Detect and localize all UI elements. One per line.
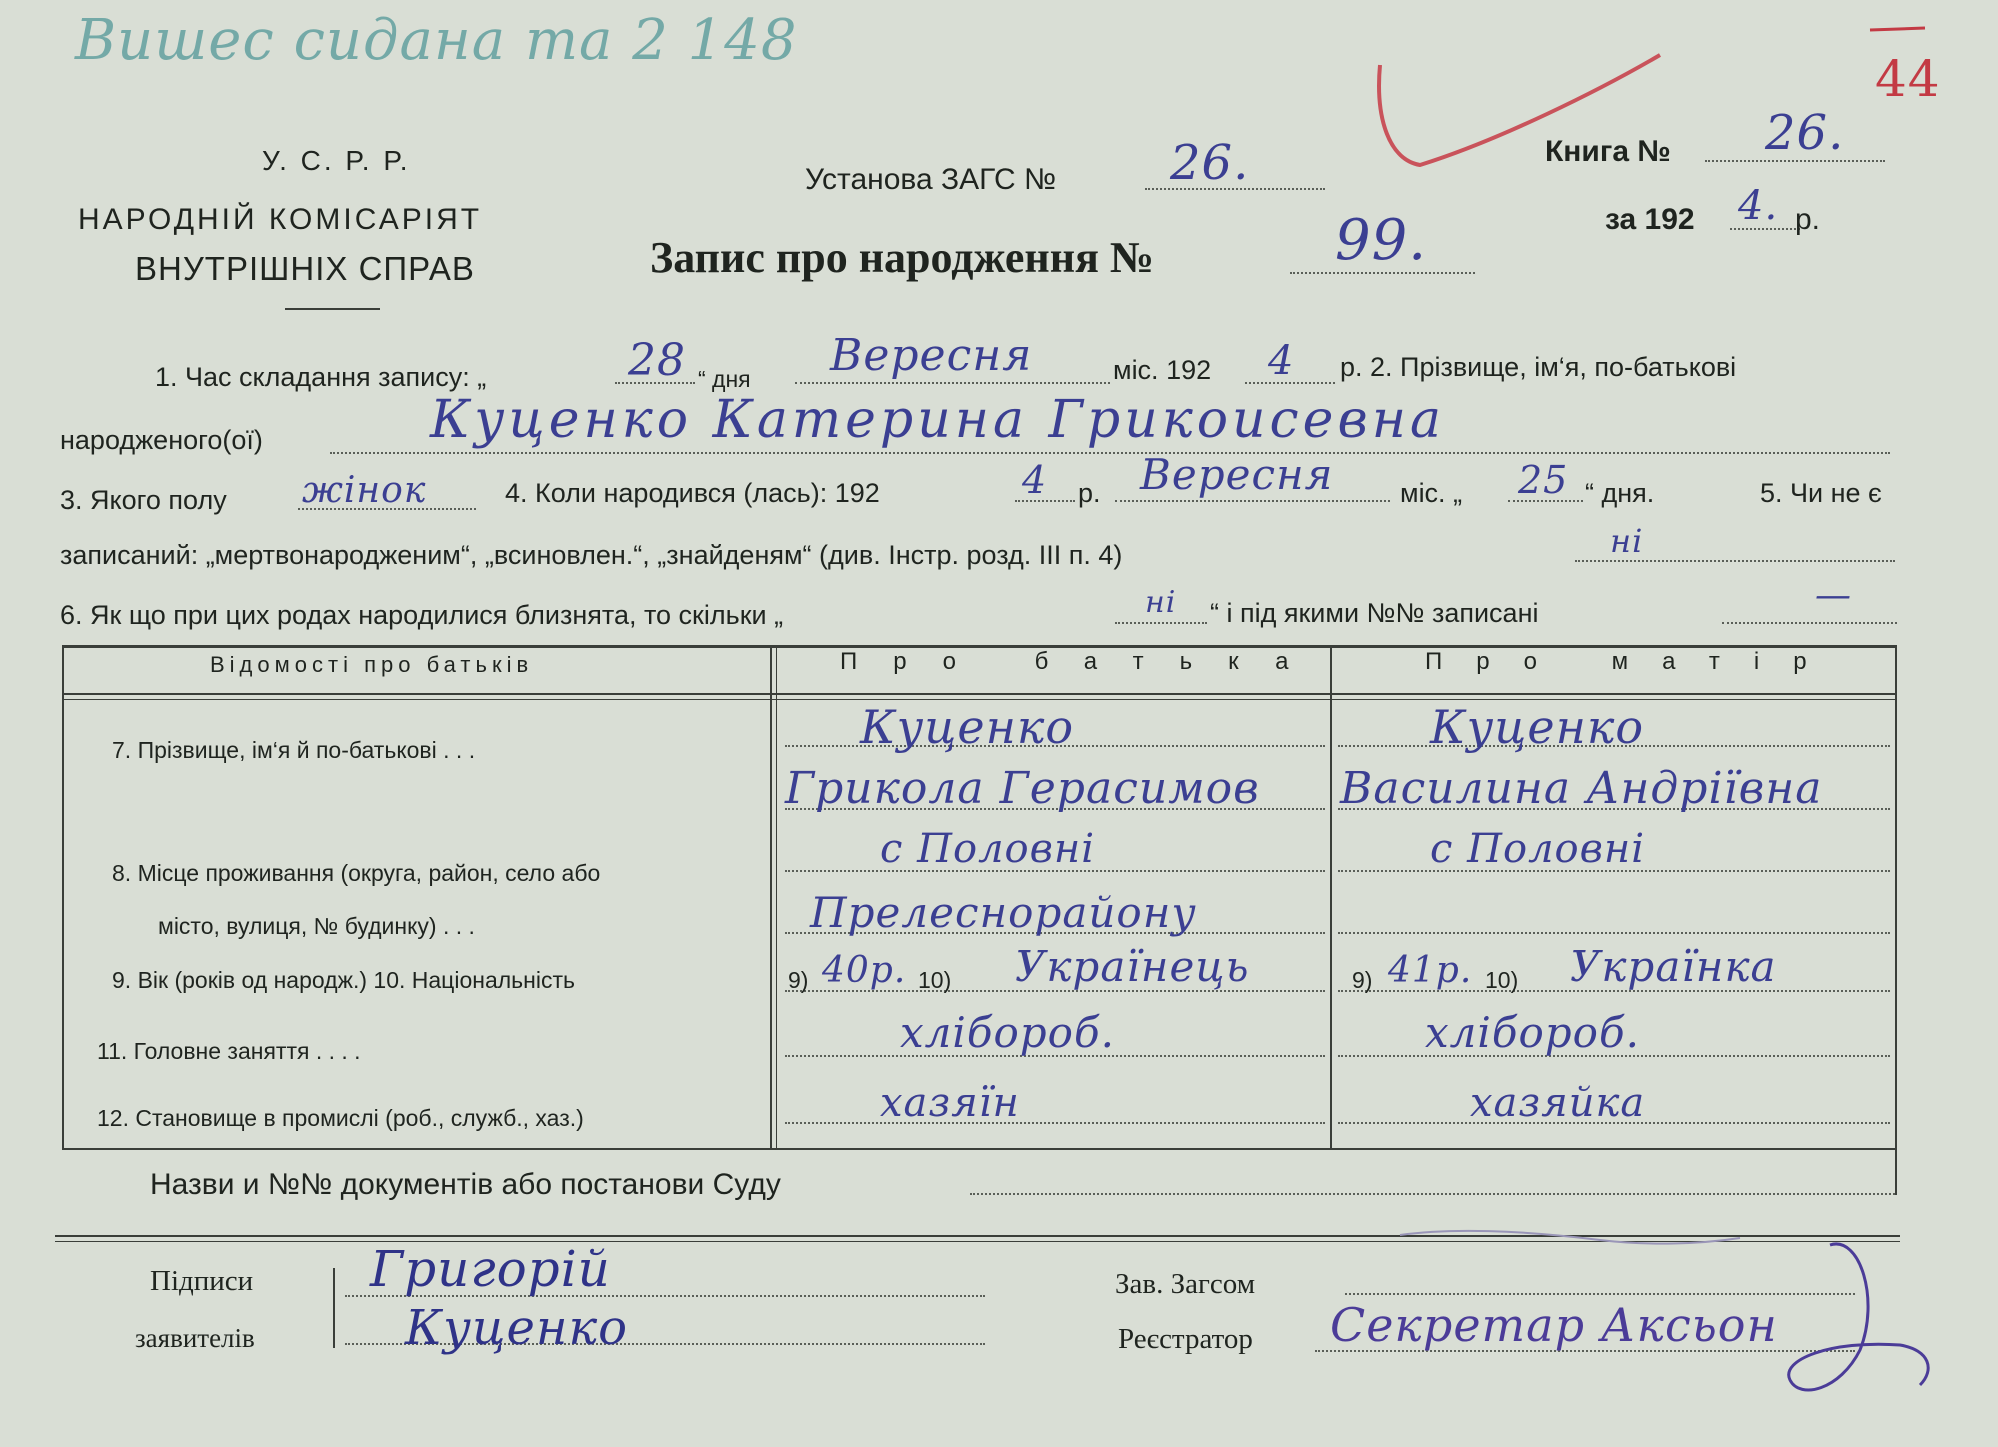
mother-name: Василина Андріївна: [1340, 763, 1823, 814]
institution-label: Установа ЗАГС №: [805, 163, 1057, 196]
father-age: 40р.: [822, 950, 907, 991]
father-nationality-prefix: 10): [918, 967, 952, 993]
field-1-day: 28: [628, 335, 686, 386]
father-district: Прелеснорайону: [810, 888, 1197, 937]
table-header-mother: Про матір: [1425, 648, 1841, 675]
field-1-day-label: “ дня: [698, 366, 751, 392]
field-4-day-label: “ дня.: [1585, 478, 1655, 508]
mother-occupation: хлібороб.: [1425, 1008, 1640, 1057]
registrar-label: Реєстратор: [1118, 1323, 1253, 1355]
row-8-label: 8. Місце проживання (округа, район, село або: [112, 860, 601, 886]
field-1-year: 4: [1268, 338, 1295, 384]
applicant-signature-1: Григорій: [370, 1240, 611, 1298]
mother-place: с Половні: [1430, 826, 1646, 872]
field-2-label-continued: народженого(ої): [60, 425, 263, 455]
father-occupation: хлібороб.: [900, 1008, 1115, 1057]
mother-age-prefix: 9): [1352, 967, 1373, 993]
year-label: за 192: [1605, 203, 1695, 236]
record-title: Запис про народження №: [650, 233, 1155, 282]
father-place: с Половні: [880, 826, 1096, 872]
field-5-label-continued: записаний: „мертвонародженим“, „всиновлен.“, „знайденям“ (див. Інстр. розд. III п. 4): [60, 540, 1123, 570]
field-4-month-label: міс. „: [1400, 478, 1463, 508]
mother-age: 41р.: [1388, 950, 1473, 991]
field-5-label: 5. Чи не є: [1760, 478, 1882, 508]
row-7-label: 7. Прізвище, ім‘я й по-батькові . . .: [112, 737, 476, 763]
mother-nationality: Українка: [1570, 942, 1777, 991]
father-name: Грикола Герасимов: [785, 763, 1260, 814]
field-4-year: 4: [1022, 458, 1048, 502]
applicant-signature-label-continued: заявителів: [135, 1323, 255, 1353]
father-surname: Куценко: [860, 700, 1075, 754]
commissariat-subheading: ВНУТРІШНІХ СПРАВ: [135, 250, 475, 287]
field-1-month-label: міс. 192: [1113, 355, 1212, 385]
field-6-label: 6. Як що при цих родах народилися близнята, то скільки „: [60, 600, 784, 630]
book-label: Книга №: [1545, 135, 1671, 168]
page-number: 44: [1875, 50, 1941, 108]
year-suffix: р.: [1795, 203, 1821, 236]
applicant-signature-2: Куценко: [405, 1300, 629, 1356]
father-status: хазяїн: [880, 1080, 1020, 1126]
registrar-signature: Секретар Аксьон: [1330, 1298, 1778, 1352]
field-4-month: Вересня: [1140, 450, 1334, 499]
republic-heading: У. С. Р. Р.: [262, 145, 411, 176]
documents-label: Назви и №№ документів або постанови Суду: [150, 1168, 781, 1201]
field-1-month: Вересня: [830, 330, 1033, 381]
head-of-registry-label: Зав. Загсом: [1115, 1268, 1256, 1300]
book-number: 26.: [1765, 105, 1845, 161]
row-12-label: 12. Становище в промислі (роб., служб., хаз.): [97, 1105, 584, 1131]
mother-surname: Куценко: [1430, 700, 1645, 754]
row-11-label: 11. Головне заняття . . . .: [97, 1038, 361, 1064]
field-5-value: ні: [1610, 522, 1644, 560]
father-age-prefix: 9): [788, 967, 809, 993]
table-header-father: Про батька: [840, 648, 1325, 675]
mother-nationality-prefix: 10): [1485, 967, 1519, 993]
field-1-label: 1. Час складання запису: „: [155, 362, 487, 392]
field-4-label: 4. Коли народився (лась): 192: [505, 478, 880, 508]
record-number: 99.: [1335, 208, 1428, 273]
commissariat-heading: НАРОДНІЙ КОМІСАРІЯТ: [78, 203, 483, 236]
field-2-value: Куценко Катерина Грикоисевна: [430, 390, 1445, 450]
field-4-year-suffix: р.: [1078, 478, 1101, 508]
field-4-day: 25: [1518, 458, 1569, 502]
mother-status: хазяйка: [1470, 1080, 1646, 1126]
table-header-info: Відомості про батьків: [210, 652, 534, 677]
field-2-label: р. 2. Прізвище, ім‘я, по-батькові: [1340, 352, 1737, 382]
applicant-signature-label: Підписи: [150, 1265, 254, 1297]
row-8-label-continued: місто, вулиця, № будинку) . . .: [158, 913, 475, 939]
top-handwritten-note: Вишес сидана та 2 148: [75, 8, 798, 73]
father-nationality: Українець: [1015, 942, 1250, 991]
field-3-label: 3. Якого полу: [60, 485, 227, 515]
field-6-label-continued: “ і під якими №№ записані: [1210, 598, 1539, 628]
year-value: 4.: [1738, 183, 1779, 229]
field-6-value2: —: [1815, 575, 1852, 616]
field-6-value: ні: [1145, 585, 1177, 620]
row-9-label: 9. Вік (років од народж.) 10. Національність: [112, 967, 575, 993]
institution-number: 26.: [1170, 135, 1250, 191]
field-3-value: жінок: [302, 470, 427, 511]
